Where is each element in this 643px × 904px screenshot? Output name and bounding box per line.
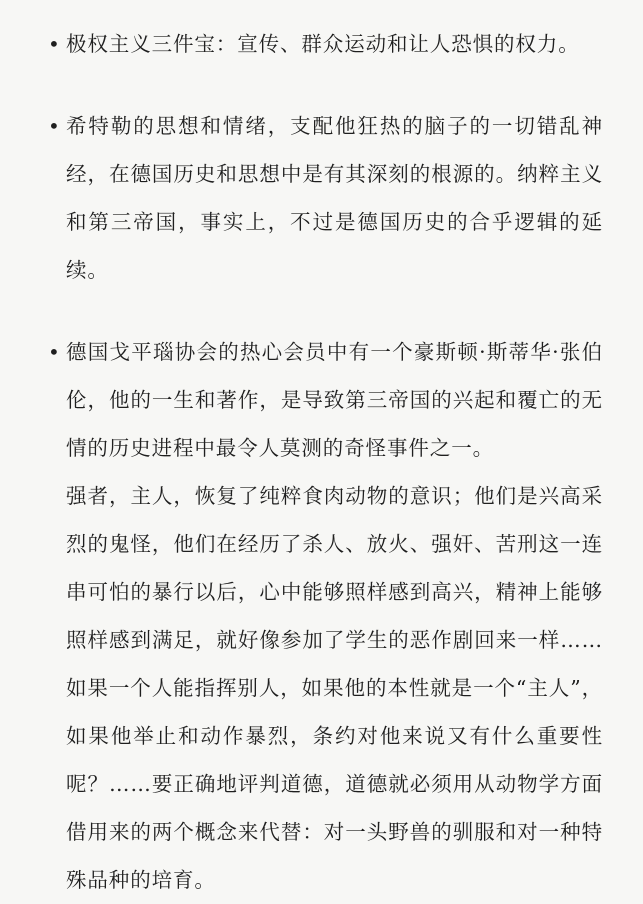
paragraph-quote: 强者，主人，恢复了纯粹食肉动物的意识；他们是兴高采烈的鬼怪，他们在经历了杀人、放火、强奸、苦刑这一连串可怕的暴行以后，心中能够照样感到高兴，精神上能够照样感到满足，就好像参加了学生的恶作剧回来一样……如果一个人能指挥别人，如果他的本性就是一个“主人”，如果他举止和动作暴烈，条约对他来说又有什么重要性呢？……要正确地评判道德，道德就必须用从动物学方面借用来的两个概念来代替：对一头野兽的驯服和对一种特殊品种的培育。 (66, 484, 603, 892)
bullet-icon: • (48, 340, 60, 364)
paragraph: 极权主义三件宝：宣传、群众运动和让人恐惧的权力。 (66, 32, 580, 56)
list-item (46, 20, 603, 68)
quote-list (46, 20, 603, 904)
list-item (46, 102, 603, 294)
bullet-icon: • (48, 32, 60, 56)
paragraph: 德国戈平瑙协会的热心会员中有一个豪斯顿·斯蒂华·张伯伦，他的一生和著作，是导致第三帝国的兴起和覆亡的无情的历史进程中最令人莫测的奇怪事件之一。 (66, 340, 603, 460)
paragraph: 希特勒的思想和情绪，支配他狂热的脑子的一切错乱神经，在德国历史和思想中是有其深刻的根源的。纳粹主义和第三帝国，事实上，不过是德国历史的合乎逻辑的延续。 (66, 114, 603, 282)
bullet-icon: • (48, 114, 60, 138)
list-item (46, 328, 603, 904)
